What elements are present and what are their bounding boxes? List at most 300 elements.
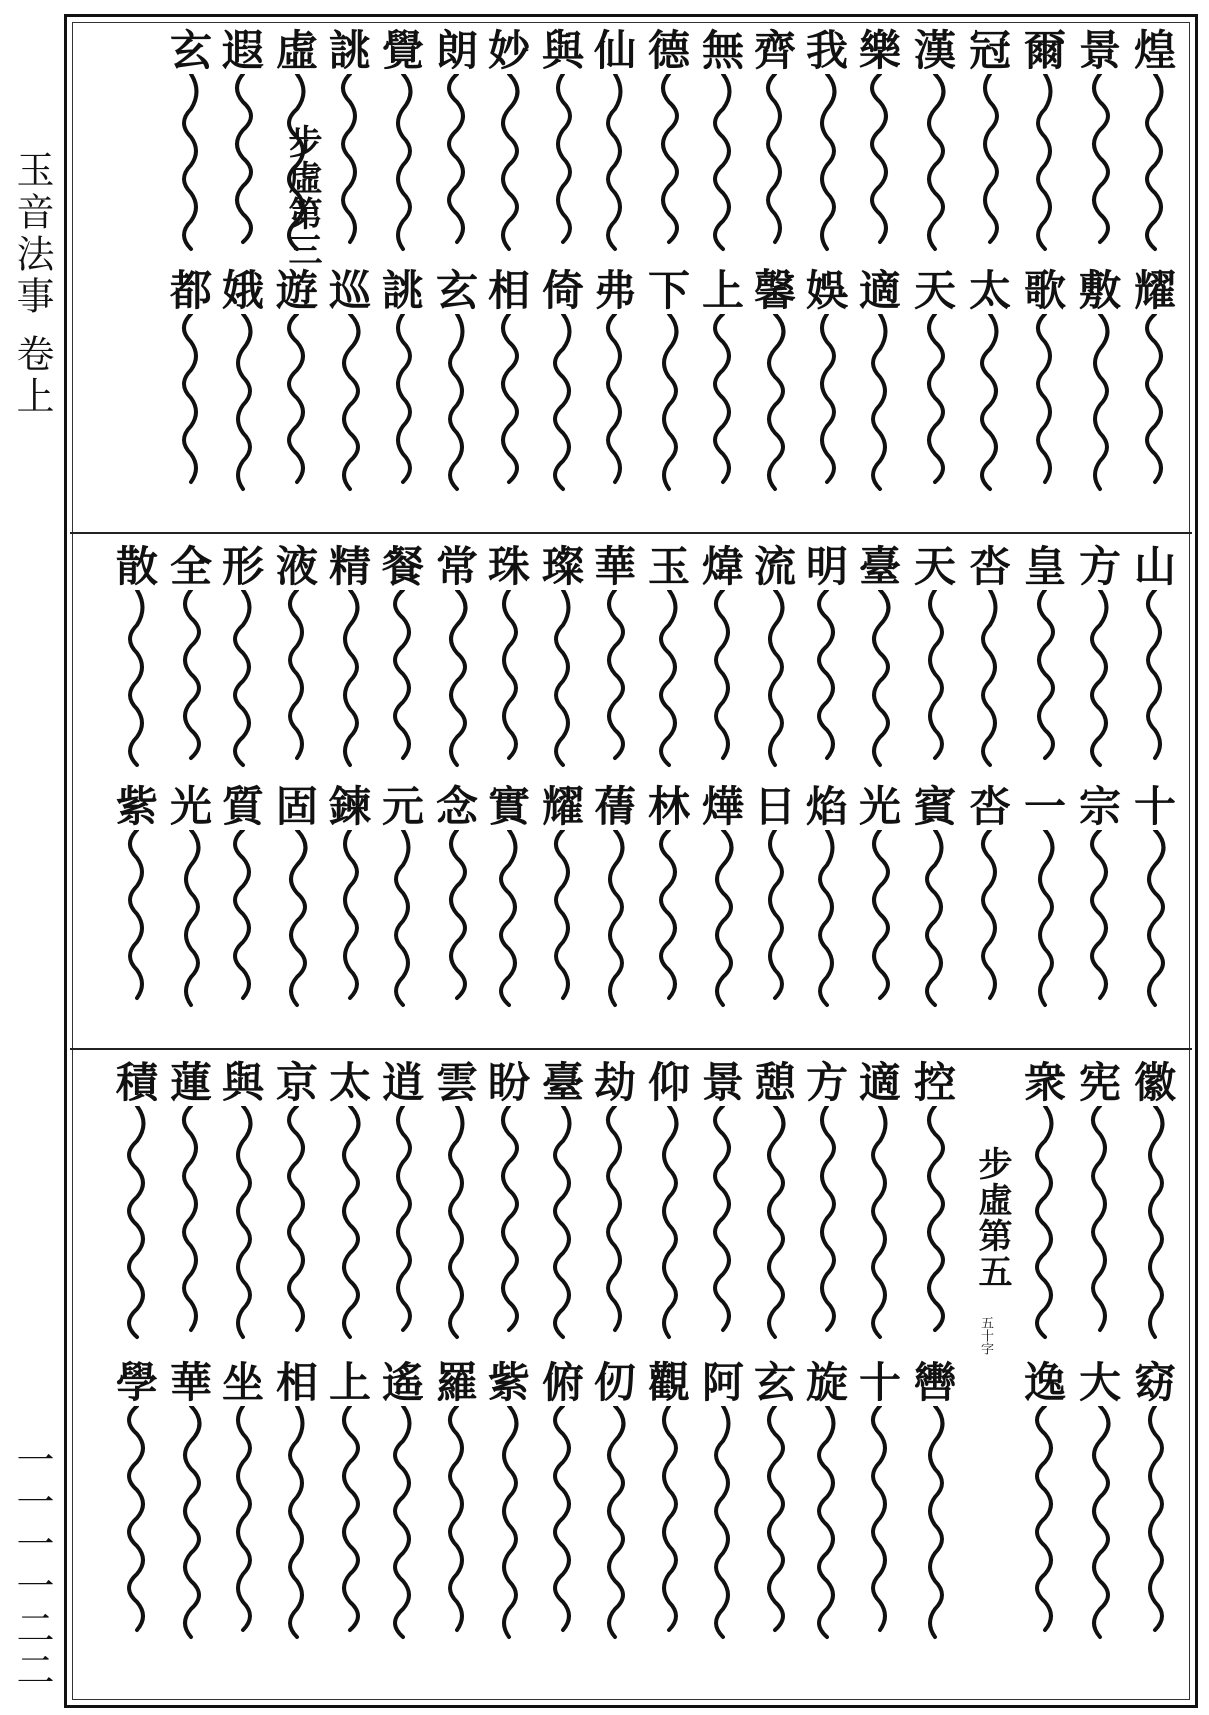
neume-stroke xyxy=(112,1106,162,1346)
neume-stroke xyxy=(910,1406,960,1646)
notation-column xyxy=(1020,268,1070,494)
lyric-character: 臺 xyxy=(858,542,901,591)
neume-stroke xyxy=(1130,74,1180,254)
neume-stroke xyxy=(272,1406,322,1646)
lyric-character: 蒨 xyxy=(593,782,636,831)
lyric-character: 憩 xyxy=(753,1058,796,1107)
notation-column xyxy=(910,268,960,494)
lyric-character: 山 xyxy=(1133,542,1176,591)
neume-stroke xyxy=(538,1406,588,1646)
section-title: 步虛第五 xyxy=(972,1146,1012,1290)
lyric-character: 覺 xyxy=(381,26,424,75)
neume-stroke xyxy=(272,830,322,1010)
neume-stroke xyxy=(644,830,694,1010)
lyric-character: 逸 xyxy=(1023,1358,1066,1407)
neume-stroke xyxy=(378,1106,428,1346)
neume-stroke xyxy=(484,1406,534,1646)
neume-stroke xyxy=(590,590,640,770)
lyric-character: 弗 xyxy=(593,266,636,315)
lyric-character: 天 xyxy=(913,266,956,315)
notation-column xyxy=(432,544,482,770)
neume-stroke xyxy=(484,830,534,1010)
notation-column xyxy=(272,1360,322,1646)
notation-column xyxy=(112,784,162,1010)
notation-column xyxy=(538,784,588,1010)
notation-column xyxy=(538,28,588,254)
neume-stroke xyxy=(538,74,588,254)
lyric-character: 形 xyxy=(221,542,264,591)
lyric-character: 呇 xyxy=(968,542,1011,591)
notation-column xyxy=(218,784,268,1010)
lyric-character: 遐 xyxy=(221,26,264,75)
neume-stroke xyxy=(166,314,216,494)
notation-column xyxy=(698,1060,748,1346)
neume-stroke xyxy=(1020,590,1070,770)
lyric-character: 適 xyxy=(858,266,901,315)
notation-column xyxy=(538,1060,588,1346)
lyric-character: 煌 xyxy=(1133,26,1176,75)
notation-column xyxy=(166,28,216,254)
lyric-character: 妙 xyxy=(487,26,530,75)
lyric-character: 與 xyxy=(541,26,584,75)
neume-stroke xyxy=(965,830,1015,1010)
lyric-character: 觀 xyxy=(647,1358,690,1407)
lyric-character: 耀 xyxy=(1133,266,1176,315)
neume-stroke xyxy=(965,590,1015,770)
lyric-character: 焰 xyxy=(805,782,848,831)
lyric-character: 呇 xyxy=(968,782,1011,831)
lyric-character: 明 xyxy=(805,542,848,591)
neume-stroke xyxy=(855,314,905,494)
notation-column xyxy=(272,784,322,1010)
neume-stroke xyxy=(1130,1406,1180,1646)
notation-column xyxy=(378,1060,428,1346)
notation-column xyxy=(750,1360,800,1646)
neume-stroke xyxy=(855,590,905,770)
lyric-character: 方 xyxy=(805,1058,848,1107)
lyric-character: 一 xyxy=(1023,782,1066,831)
neume-stroke xyxy=(1020,830,1070,1010)
band-3 xyxy=(72,1056,1190,1696)
lyric-character: 虛 xyxy=(275,26,318,75)
band-divider-1 xyxy=(70,532,1192,534)
notation-column xyxy=(432,1360,482,1646)
lyric-character: 積 xyxy=(115,1058,158,1107)
neume-stroke xyxy=(644,314,694,494)
lyric-character: 敷 xyxy=(1078,266,1121,315)
notation-column xyxy=(750,268,800,494)
lyric-character: 玄 xyxy=(435,266,478,315)
notation-column xyxy=(1020,28,1070,254)
lyric-character: 十 xyxy=(1133,782,1176,831)
neume-stroke xyxy=(910,590,960,770)
lyric-character: 方 xyxy=(1078,542,1121,591)
notation-column xyxy=(166,1060,216,1346)
neume-stroke xyxy=(272,590,322,770)
lyric-character: 華 xyxy=(169,1358,212,1407)
neume-stroke xyxy=(1130,314,1180,494)
neume-stroke xyxy=(698,1406,748,1646)
notation-column xyxy=(1020,784,1070,1010)
notation-column xyxy=(112,1060,162,1346)
notation-column xyxy=(802,784,852,1010)
neume-stroke xyxy=(432,1106,482,1346)
neume-stroke xyxy=(538,830,588,1010)
section-title: 步虛第三 xyxy=(282,124,322,268)
notation-column xyxy=(965,28,1015,254)
notation-column xyxy=(590,268,640,494)
notation-column xyxy=(484,1360,534,1646)
notation-column xyxy=(644,544,694,770)
notation-column xyxy=(750,544,800,770)
neume-stroke xyxy=(802,590,852,770)
notation-column xyxy=(484,1060,534,1346)
lyric-character: 常 xyxy=(435,542,478,591)
lyric-character: 旋 xyxy=(805,1358,848,1407)
neume-stroke xyxy=(855,1406,905,1646)
notation-column xyxy=(1075,268,1125,494)
notation-column xyxy=(590,28,640,254)
neume-stroke xyxy=(590,1406,640,1646)
lyric-character: 誂 xyxy=(381,266,424,315)
lyric-character: 燁 xyxy=(701,782,744,831)
lyric-character: 盼 xyxy=(487,1058,530,1107)
notation-column xyxy=(112,544,162,770)
lyric-character: 景 xyxy=(701,1058,744,1107)
lyric-character: 宪 xyxy=(1078,1058,1121,1107)
notation-column xyxy=(1075,28,1125,254)
notation-column xyxy=(325,1060,375,1346)
notation-column xyxy=(855,544,905,770)
lyric-character: 林 xyxy=(647,782,690,831)
neume-stroke xyxy=(698,74,748,254)
lyric-character: 固 xyxy=(275,782,318,831)
notation-column xyxy=(325,544,375,770)
lyric-character: 璨 xyxy=(541,542,584,591)
neume-stroke xyxy=(590,830,640,1010)
notation-column xyxy=(1020,1060,1070,1346)
neume-stroke xyxy=(432,830,482,1010)
lyric-character: 實 xyxy=(487,782,530,831)
neume-stroke xyxy=(325,830,375,1010)
neume-stroke xyxy=(698,1106,748,1346)
neume-stroke xyxy=(1075,590,1125,770)
lyric-character: 倚 xyxy=(541,266,584,315)
lyric-character: 臺 xyxy=(541,1058,584,1107)
notation-column xyxy=(698,1360,748,1646)
notation-column xyxy=(644,1360,694,1646)
notation-column xyxy=(166,1360,216,1646)
notation-column xyxy=(484,268,534,494)
notation-column xyxy=(590,544,640,770)
neume-stroke xyxy=(218,314,268,494)
neume-stroke xyxy=(644,1106,694,1346)
neume-stroke xyxy=(1020,314,1070,494)
notation-column xyxy=(644,28,694,254)
notation-column xyxy=(802,28,852,254)
neume-stroke xyxy=(750,314,800,494)
lyric-character: 宗 xyxy=(1078,782,1121,831)
neume-stroke xyxy=(166,1106,216,1346)
notation-column xyxy=(166,268,216,494)
lyric-character: 京 xyxy=(275,1058,318,1107)
lyric-character: 徽 xyxy=(1133,1058,1176,1107)
lyric-character: 上 xyxy=(328,1358,371,1407)
notation-column xyxy=(218,268,268,494)
lyric-character: 朗 xyxy=(435,26,478,75)
neume-stroke xyxy=(1130,590,1180,770)
notation-column xyxy=(484,544,534,770)
neume-stroke xyxy=(1020,74,1070,254)
lyric-character: 學 xyxy=(115,1358,158,1407)
lyric-character: 全 xyxy=(169,542,212,591)
neume-stroke xyxy=(698,314,748,494)
lyric-character: 窈 xyxy=(1133,1358,1176,1407)
neume-stroke xyxy=(855,830,905,1010)
lyric-character: 日 xyxy=(753,782,796,831)
lyric-character: 娥 xyxy=(221,266,264,315)
notation-column xyxy=(484,28,534,254)
neume-stroke xyxy=(378,590,428,770)
notation-column xyxy=(644,1060,694,1346)
notation-column xyxy=(166,784,216,1010)
neume-stroke xyxy=(218,1406,268,1646)
neume-stroke xyxy=(910,1106,960,1346)
neume-stroke xyxy=(1130,830,1180,1010)
neume-stroke xyxy=(802,1106,852,1346)
lyric-character: 坐 xyxy=(221,1358,264,1407)
neume-stroke xyxy=(1075,830,1125,1010)
notation-column xyxy=(272,1060,322,1346)
notation-column xyxy=(698,784,748,1010)
notation-column xyxy=(750,28,800,254)
notation-column xyxy=(1130,1060,1180,1346)
notation-column xyxy=(484,784,534,1010)
notation-column xyxy=(1130,28,1180,254)
lyric-character: 樂 xyxy=(858,26,901,75)
notation-column xyxy=(325,28,375,254)
neume-stroke xyxy=(910,74,960,254)
lyric-character: 與 xyxy=(221,1058,264,1107)
lyric-character: 大 xyxy=(1078,1358,1121,1407)
lyric-character: 玄 xyxy=(753,1358,796,1407)
notation-column xyxy=(965,784,1015,1010)
lyric-character: 上 xyxy=(701,266,744,315)
lyric-character: 巡 xyxy=(328,266,371,315)
neume-stroke xyxy=(644,74,694,254)
lyric-character: 漢 xyxy=(913,26,956,75)
neume-stroke xyxy=(272,314,322,494)
notation-column xyxy=(802,1060,852,1346)
lyric-character: 皇 xyxy=(1023,542,1066,591)
lyric-character: 無 xyxy=(701,26,744,75)
neume-stroke xyxy=(802,1406,852,1646)
notation-column xyxy=(855,1060,905,1346)
neume-stroke xyxy=(590,74,640,254)
lyric-character: 景 xyxy=(1078,26,1121,75)
lyric-character: 我 xyxy=(805,26,848,75)
lyric-character: 天 xyxy=(913,542,956,591)
notation-column xyxy=(325,268,375,494)
neume-stroke xyxy=(802,74,852,254)
lyric-character: 逍 xyxy=(381,1058,424,1107)
notation-column xyxy=(218,1060,268,1346)
neume-stroke xyxy=(965,74,1015,254)
notation-column xyxy=(855,1360,905,1646)
notation-column xyxy=(1075,544,1125,770)
lyric-character: 誂 xyxy=(328,26,371,75)
notation-column xyxy=(698,268,748,494)
neume-stroke xyxy=(750,1106,800,1346)
notation-column xyxy=(432,784,482,1010)
notation-column xyxy=(378,28,428,254)
lyric-character: 紫 xyxy=(115,782,158,831)
lyric-character: 仙 xyxy=(593,26,636,75)
lyric-character: 相 xyxy=(275,1358,318,1407)
lyric-character: 流 xyxy=(753,542,796,591)
neume-stroke xyxy=(802,830,852,1010)
neume-stroke xyxy=(378,74,428,254)
notation-column xyxy=(432,268,482,494)
notation-column xyxy=(538,544,588,770)
neume-stroke xyxy=(218,1106,268,1346)
notation-column xyxy=(218,1360,268,1646)
neume-stroke xyxy=(1130,1106,1180,1346)
neume-stroke xyxy=(325,1406,375,1646)
lyric-character: 珠 xyxy=(487,542,530,591)
neume-stroke xyxy=(325,74,375,254)
neume-stroke xyxy=(325,590,375,770)
neume-stroke xyxy=(166,1406,216,1646)
neume-stroke xyxy=(432,314,482,494)
neume-stroke xyxy=(750,830,800,1010)
neume-stroke xyxy=(698,830,748,1010)
notation-column xyxy=(272,268,322,494)
notation-column xyxy=(910,1360,960,1646)
lyric-character: 玄 xyxy=(169,26,212,75)
lyric-character: 德 xyxy=(647,26,690,75)
notation-column xyxy=(855,784,905,1010)
notation-column xyxy=(325,1360,375,1646)
notation-column xyxy=(590,1060,640,1346)
neume-stroke xyxy=(218,590,268,770)
neume-stroke xyxy=(1075,314,1125,494)
lyric-character: 雲 xyxy=(435,1058,478,1107)
neume-stroke xyxy=(1020,1406,1070,1646)
notation-column xyxy=(378,268,428,494)
notation-column xyxy=(1075,1360,1125,1646)
notation-column xyxy=(1130,544,1180,770)
neume-stroke xyxy=(112,830,162,1010)
neume-stroke xyxy=(166,74,216,254)
lyric-character: 華 xyxy=(593,542,636,591)
lyric-character: 元 xyxy=(381,782,424,831)
lyric-character: 質 xyxy=(221,782,264,831)
neume-stroke xyxy=(484,1106,534,1346)
lyric-character: 劫 xyxy=(593,1058,636,1107)
notation-column xyxy=(1075,1060,1125,1346)
lyric-character: 相 xyxy=(487,266,530,315)
lyric-character: 下 xyxy=(647,266,690,315)
notation-column xyxy=(910,784,960,1010)
notation-column xyxy=(1020,1360,1070,1646)
notation-column xyxy=(378,544,428,770)
neume-stroke xyxy=(1020,1106,1070,1346)
lyric-character: 煒 xyxy=(701,542,744,591)
neume-stroke xyxy=(538,1106,588,1346)
lyric-character: 冠 xyxy=(968,26,1011,75)
notation-column xyxy=(432,28,482,254)
band-1 xyxy=(72,24,1190,528)
neume-stroke xyxy=(965,314,1015,494)
notation-column xyxy=(910,28,960,254)
notation-column xyxy=(644,784,694,1010)
lyric-character: 餐 xyxy=(381,542,424,591)
notation-column xyxy=(1130,1360,1180,1646)
notation-column xyxy=(965,544,1015,770)
neume-stroke xyxy=(272,1106,322,1346)
lyric-character: 精 xyxy=(328,542,371,591)
notation-column xyxy=(750,1060,800,1346)
lyric-character: 太 xyxy=(968,266,1011,315)
neume-stroke xyxy=(750,1406,800,1646)
neume-stroke xyxy=(1075,1406,1125,1646)
notation-column xyxy=(378,784,428,1010)
side-label-top: 玉音法事 卷上 xyxy=(10,150,54,419)
lyric-character: 轡 xyxy=(913,1358,956,1407)
neume-stroke xyxy=(484,74,534,254)
lyric-character: 齊 xyxy=(753,26,796,75)
lyric-character: 俯 xyxy=(541,1358,584,1407)
lyric-character: 蓮 xyxy=(169,1058,212,1107)
neume-stroke xyxy=(750,590,800,770)
lyric-character: 紫 xyxy=(487,1358,530,1407)
lyric-character: 液 xyxy=(275,542,318,591)
side-label-bottom: 一一一一二二 xyxy=(10,1440,54,1692)
neume-stroke xyxy=(802,314,852,494)
notation-column xyxy=(590,784,640,1010)
neume-stroke xyxy=(855,1106,905,1346)
notation-column xyxy=(218,544,268,770)
notation-column xyxy=(910,1060,960,1346)
lyric-character: 爾 xyxy=(1023,26,1066,75)
lyric-character: 光 xyxy=(858,782,901,831)
lyric-character: 羅 xyxy=(435,1358,478,1407)
neume-stroke xyxy=(590,1106,640,1346)
lyric-character: 光 xyxy=(169,782,212,831)
neume-stroke xyxy=(484,314,534,494)
neume-stroke xyxy=(1075,1106,1125,1346)
neume-stroke xyxy=(218,830,268,1010)
notation-column xyxy=(1075,784,1125,1010)
notation-column xyxy=(855,28,905,254)
lyric-character: 仞 xyxy=(593,1358,636,1407)
lyric-character: 適 xyxy=(858,1058,901,1107)
notation-column xyxy=(698,544,748,770)
section-subtitle: 五十字 xyxy=(978,1316,993,1355)
notation-column xyxy=(538,1360,588,1646)
neume-stroke xyxy=(484,590,534,770)
notation-column xyxy=(1130,784,1180,1010)
notation-column xyxy=(272,544,322,770)
lyric-character: 控 xyxy=(913,1058,956,1107)
lyric-character: 耀 xyxy=(541,782,584,831)
band-divider-2 xyxy=(70,1048,1192,1050)
lyric-character: 衆 xyxy=(1023,1058,1066,1107)
neume-stroke xyxy=(644,1406,694,1646)
neume-stroke xyxy=(590,314,640,494)
lyric-character: 都 xyxy=(169,266,212,315)
